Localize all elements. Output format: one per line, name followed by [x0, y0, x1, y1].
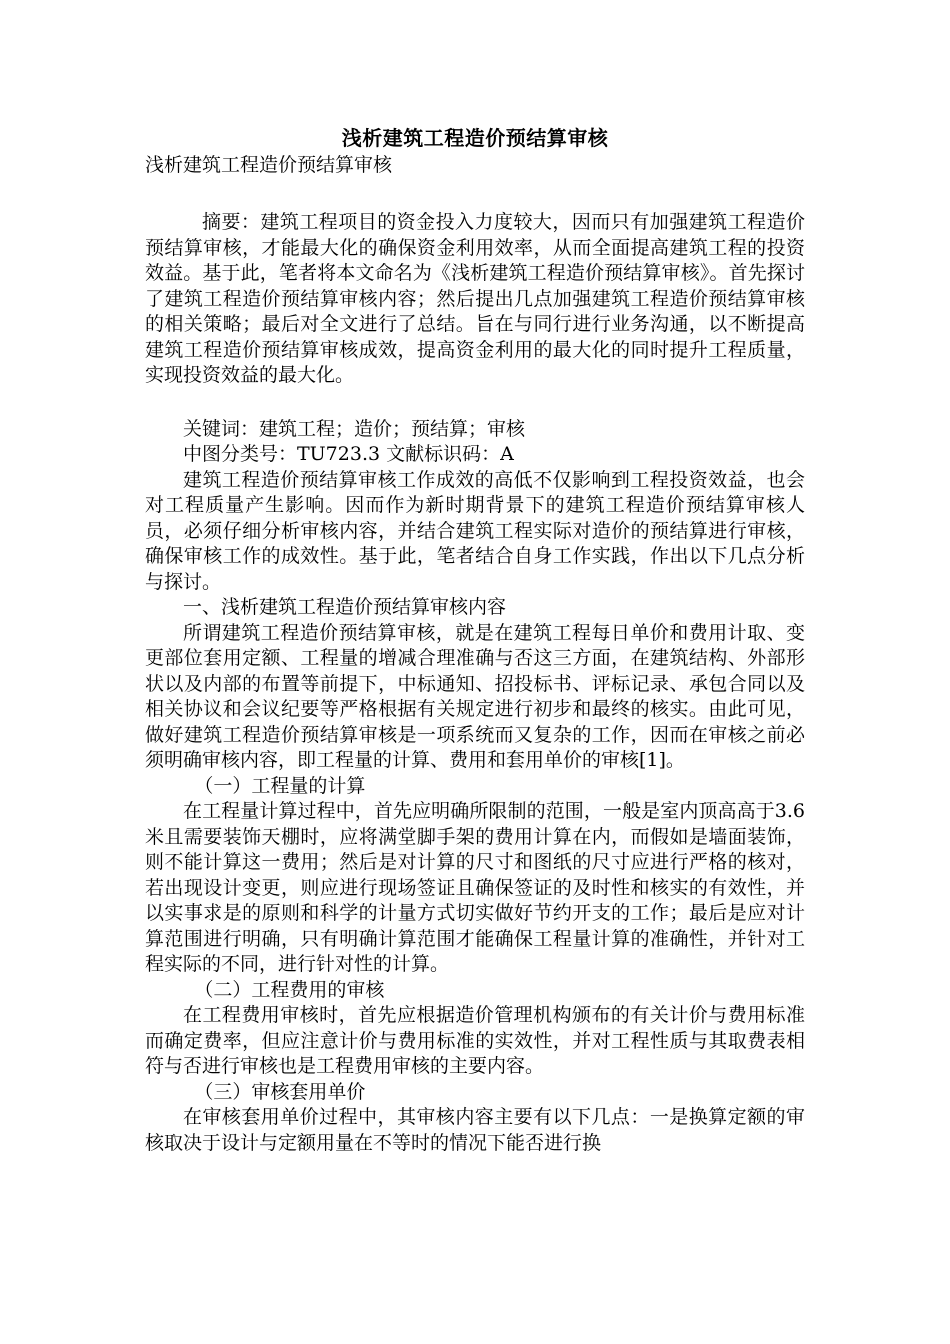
document-page [145, 124, 805, 1156]
abstract-paragraph: 摘要：建筑工程项目的资金投入力度较大，因而只有加强建筑工程造价预结算审核，才能最大化的确保资金利用效率，从而全面提高建筑工程的投资效益。基于此，笔者将本文命名为《浅析建筑工程造价预结算审核》。首先探讨了建筑工程造价预结算审核内容；然后提出几点加强建筑工程造价预结算审核的相关策略；最后对全文进行了总结。旨在与同行进行业务沟通，以不断提高建筑工程造价预结算审核成效，提高资金利用的最大化的同时提升工程质量，实现投资效益的最大化。 [145, 211, 805, 386]
document-title: 浅析建筑工程造价预结算审核 [341, 126, 609, 150]
keywords-line: 关键词：建筑工程；造价；预结算；审核 [183, 417, 526, 440]
intro-paragraph: 建筑工程造价预结算审核工作成效的高低不仅影响到工程投资效益，也会对工程质量产生影响。因而作为新时期背景下的建筑工程造价预结算审核人员，必须仔细分析审核内容，并结合建筑工程实际对造价的预结算进行审核，确保审核工作的成效性。基于此，笔者结合自身工作实践，作出以下几点分析与探讨。 [145, 468, 805, 593]
subsection-body: 在工程量计算过程中，首先应明确所限制的范围，一般是室内顶高高于3.6米且需要装饰天棚时，应将满堂脚手架的费用计算在内，而假如是墙面装饰，则不能计算这一费用；然后是对计算的尺寸和图纸的尺寸应进行严格的核对，若出现设计变更，则应进行现场签证且确保签证的及时性和核实的有效性，并以实事求是的原则和科学的计量方式切实做好节约开支的工作；最后是应对计算范围进行明确，只有明确计算范围才能确保工程量计算的准确性，并针对工程实际的不同，进行针对性的计算。 [145, 800, 805, 975]
subsection-heading: （三）审核套用单价 [194, 1080, 366, 1103]
spacer [145, 389, 805, 417]
subsection-body: 在工程费用审核时，首先应根据造价管理机构颁布的有关计价与费用标准而确定费率，但应注意计价与费用标准的实效性，并对工程性质与其取费表相符与否进行审核也是工程费用审核的主要内容。 [145, 1004, 805, 1077]
subsection-body: 在审核套用单价过程中，其审核内容主要有以下几点：一是换算定额的审核取决于设计与定额用量在不等时的情况下能否进行换 [145, 1106, 805, 1154]
subsection-heading: （一）工程量的计算 [194, 774, 366, 797]
subsection-heading: （二）工程费用的审核 [194, 978, 385, 1001]
classification-line: 中图分类号：TU723.3 文献标识码：A [183, 443, 514, 465]
section-heading: 一、浅析建筑工程造价预结算审核内容 [183, 596, 507, 618]
document-subtitle: 浅析建筑工程造价预结算审核 [145, 154, 393, 176]
spacer [145, 178, 805, 210]
section-body: 所谓建筑工程造价预结算审核，就是在建筑工程每日单价和费用计取、变更部位套用定额、工程量的增减合理准确与否这三方面，在建筑结构、外部形状以及内部的布置等前提下，中标通知、招投标书、评标记录、承包合同以及相关协议和会议纪要等严格根据有关规定进行初步和最终的核实。由此可见，做好建筑工程造价预结算审核是一项系统而又复杂的工作，因而在审核之前必须明确审核内容，即工程量的计算、费用和套用单价的审核[1]。 [145, 621, 805, 771]
